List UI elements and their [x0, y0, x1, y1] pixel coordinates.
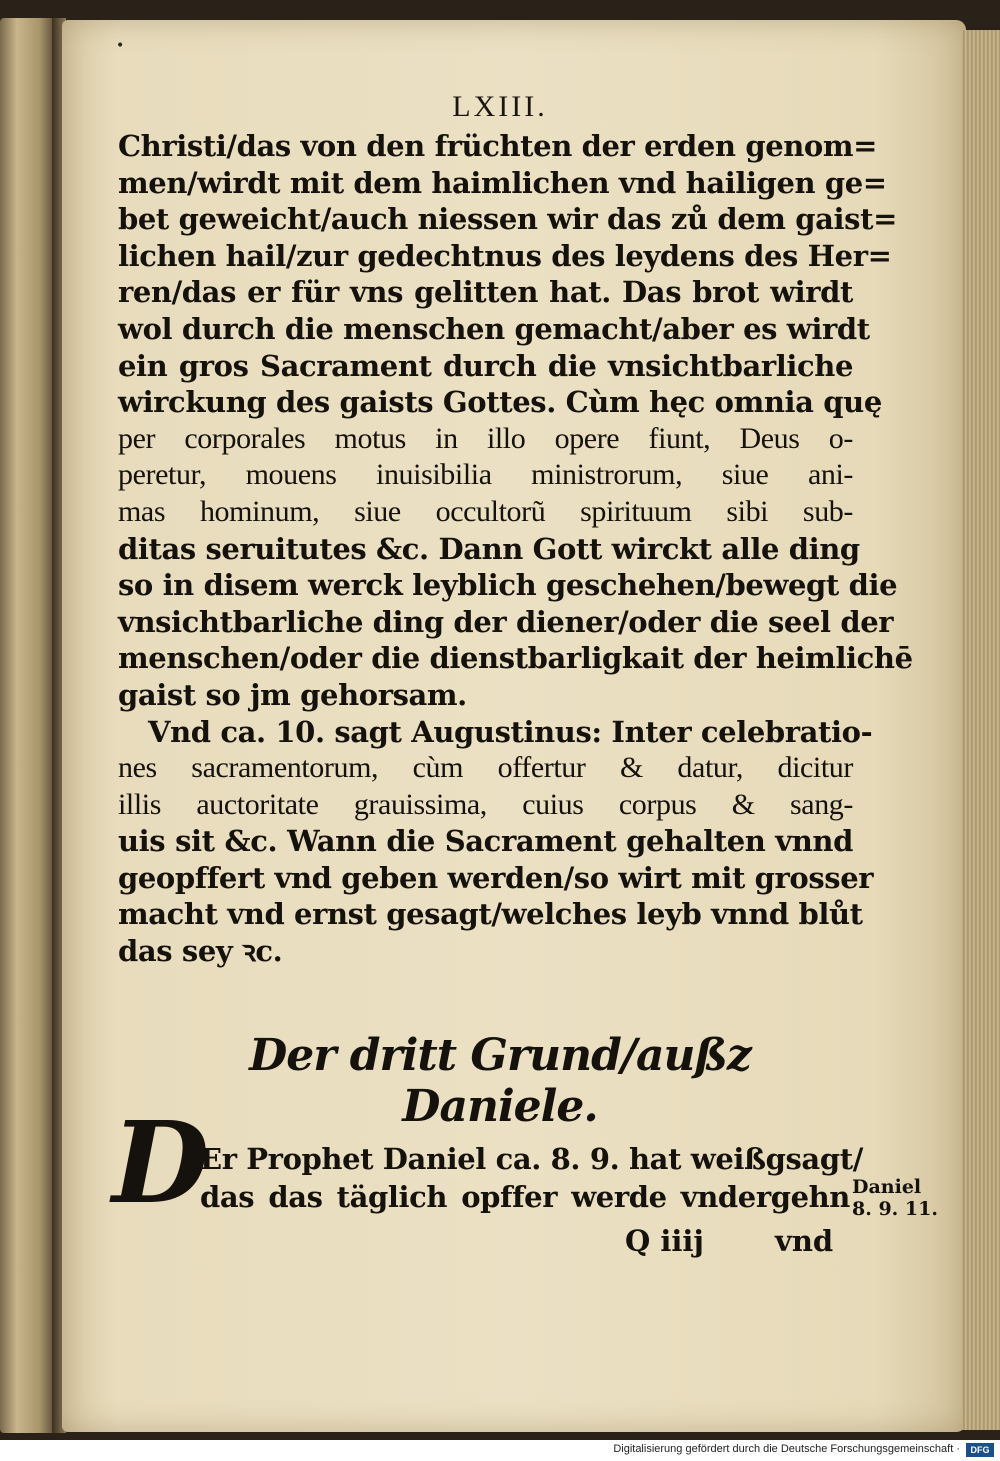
text-line: macht vnd ernst gesagt/welches leyb vnnd blůt	[118, 897, 863, 932]
marginal-note-line: Daniel	[852, 1176, 922, 1198]
text-line: uis sit &c. Wann die Sacrament gehalten vnnd	[118, 824, 853, 859]
footer-bar	[0, 1440, 1000, 1461]
text-line: das sey ꝛc.	[118, 934, 283, 969]
text-line: men/wirdt mit dem haimlichen vnd hailigen ge=	[118, 165, 887, 200]
text-line: per corporales motus in illo opere fiunt, Deus o-	[118, 421, 853, 455]
text-line: vnsichtbarliche ding der diener/oder die seel der	[118, 604, 894, 639]
text-line: illis auctoritate grauissima, cuius corpus & sang-	[118, 787, 853, 821]
footer-credit: Digitalisierung gefördert durch die Deutsche Forschungsgemeinschaft ·	[613, 1443, 960, 1455]
section-heading: Der dritt Grund/außz Daniele.	[249, 1030, 751, 1132]
text-line: bet geweicht/auch niessen wir das zů dem gaist=	[118, 202, 897, 237]
text-line: mas hominum, siue occultorũ spirituum sibi sub-	[118, 494, 853, 528]
paragraph-two	[200, 1140, 863, 1216]
text-line: Er Prophet Daniel ca. 8. 9. hat weißgsagt/	[200, 1142, 863, 1176]
marginal-note-line: 8. 9. 11.	[852, 1198, 938, 1220]
text-line: geopffert vnd geben werden/so wirt mit grosser	[118, 860, 874, 895]
text-line: Christi/das von den früchten der erden genom=	[118, 129, 878, 163]
main-text-block	[118, 128, 913, 970]
text-line: so in disem werck leyblich geschehen/bewegt die	[118, 568, 898, 603]
text-line: peretur, mouens inuisibilia ministrorum, siue ani-	[118, 458, 853, 492]
text-line: wol durch die menschen gemacht/aber es wirdt	[118, 311, 870, 346]
drop-cap-initial: D	[112, 1098, 210, 1229]
page-block-edge	[962, 30, 1000, 1430]
text-line: ein gros Sacrament durch die vnsichtbarliche	[118, 348, 853, 383]
marginal-note	[852, 1176, 942, 1220]
text-line: lichen hail/zur gedechtnus des leydens des Her=	[118, 238, 892, 273]
text-line: wirckung des gaists Gottes. Cùm hęc omnia quę	[118, 385, 882, 420]
text-line: gaist so jm gehorsam.	[118, 677, 467, 712]
text-line: menschen/oder die dienstbarligkait der heimlichē	[118, 641, 913, 676]
text-line: ditas seruitutes &c. Dann Gott wirckt alle ding	[118, 531, 860, 566]
folio-number: LXIII.	[452, 90, 548, 123]
text-line: ren/das er für vns gelitten hat. Das brot wirdt	[118, 275, 853, 310]
ink-mark: •	[116, 38, 125, 54]
text-line: das das täglich opffer werde vndergehn	[200, 1180, 850, 1214]
text-line: nes sacramentorum, cùm offertur & datur, dicitur	[118, 751, 853, 785]
text-line: Vnd ca. 10. sagt Augustinus: Inter celebratio-	[148, 714, 873, 749]
left-page-edge	[0, 18, 56, 1433]
signature-mark: Q iiij	[625, 1224, 704, 1258]
catchword: vnd	[775, 1224, 834, 1258]
dfg-logo: DFG	[966, 1443, 994, 1457]
